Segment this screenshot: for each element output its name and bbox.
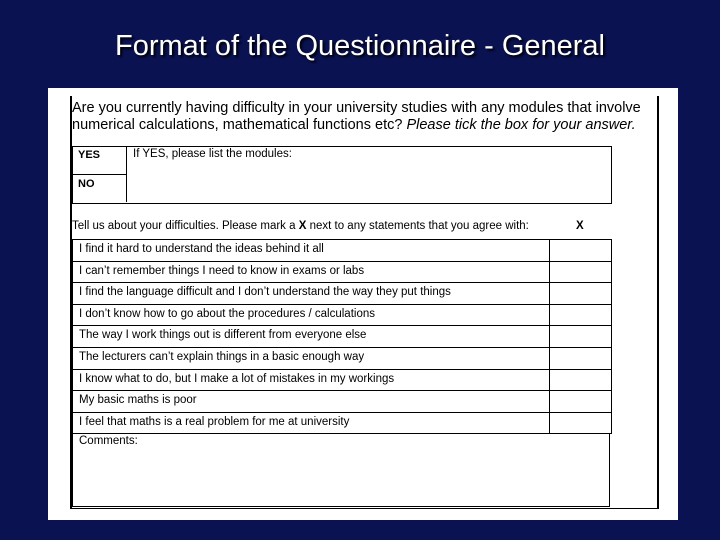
statement-mark-box[interactable] (549, 283, 611, 304)
statement-text: The lecturers can’t explain things in a basic enough way (79, 350, 365, 363)
statement-mark-box[interactable] (549, 326, 611, 347)
question-line-2-main: numerical calculations, mathematical functions etc? (72, 117, 403, 133)
statement-row (73, 240, 611, 262)
statement-row (73, 391, 611, 413)
questionnaire-document (48, 88, 678, 520)
statement-text: The way I work things out is different from everyone else (79, 329, 367, 342)
statement-row (73, 283, 611, 305)
question-line-1: Are you currently having difficulty in your university studies with any modules that involve (72, 100, 641, 116)
modules-list-prompt[interactable]: If YES, please list the modules: (133, 148, 292, 160)
slide-title: Format of the Questionnaire - General (114, 30, 605, 62)
difficulties-instruction-prefix: Tell us about your difficulties. Please mark a (72, 220, 296, 232)
statement-text: I can’t remember things I need to know in exams or labs (79, 264, 365, 277)
difficulties-instruction-suffix: next to any statements that you agree with: (309, 220, 529, 232)
yes-no-divider (72, 174, 126, 175)
question-text (72, 100, 678, 134)
question-line-2 (72, 117, 678, 134)
comments-label: Comments: (79, 435, 138, 447)
statement-mark-box[interactable] (549, 348, 611, 369)
statement-mark-box[interactable] (549, 262, 611, 283)
difficulties-instruction (72, 220, 529, 232)
statement-mark-box[interactable] (549, 391, 611, 412)
statement-row (73, 348, 611, 370)
statement-mark-box[interactable] (549, 413, 611, 434)
statements-table (72, 239, 612, 434)
statement-text: I know what to do, but I make a lot of mistakes in my workings (79, 372, 395, 385)
statement-text: I find it hard to understand the ideas behind it all (79, 243, 324, 255)
statement-row (73, 305, 611, 327)
statement-mark-box[interactable] (549, 370, 611, 391)
difficulties-instruction-mark: X (298, 220, 307, 232)
yes-option[interactable]: YES (78, 149, 101, 161)
x-column-header: X (576, 220, 584, 232)
statement-text: My basic maths is poor (79, 394, 197, 407)
statement-text: I don’t know how to go about the procedures / calculations (79, 307, 375, 320)
question-instruction: Please tick the box for your answer. (406, 117, 636, 133)
statement-row (73, 326, 611, 348)
statement-row (73, 413, 611, 435)
statement-row (73, 262, 611, 284)
statement-row (73, 370, 611, 392)
statement-text: I find the language difficult and I don’t understand the way they put things (79, 286, 451, 299)
statement-mark-box[interactable] (549, 240, 611, 261)
statement-mark-box[interactable] (549, 305, 611, 326)
statement-text: I feel that maths is a real problem for me at university (79, 415, 350, 428)
comments-box[interactable] (72, 433, 610, 507)
no-option[interactable]: NO (78, 178, 95, 190)
